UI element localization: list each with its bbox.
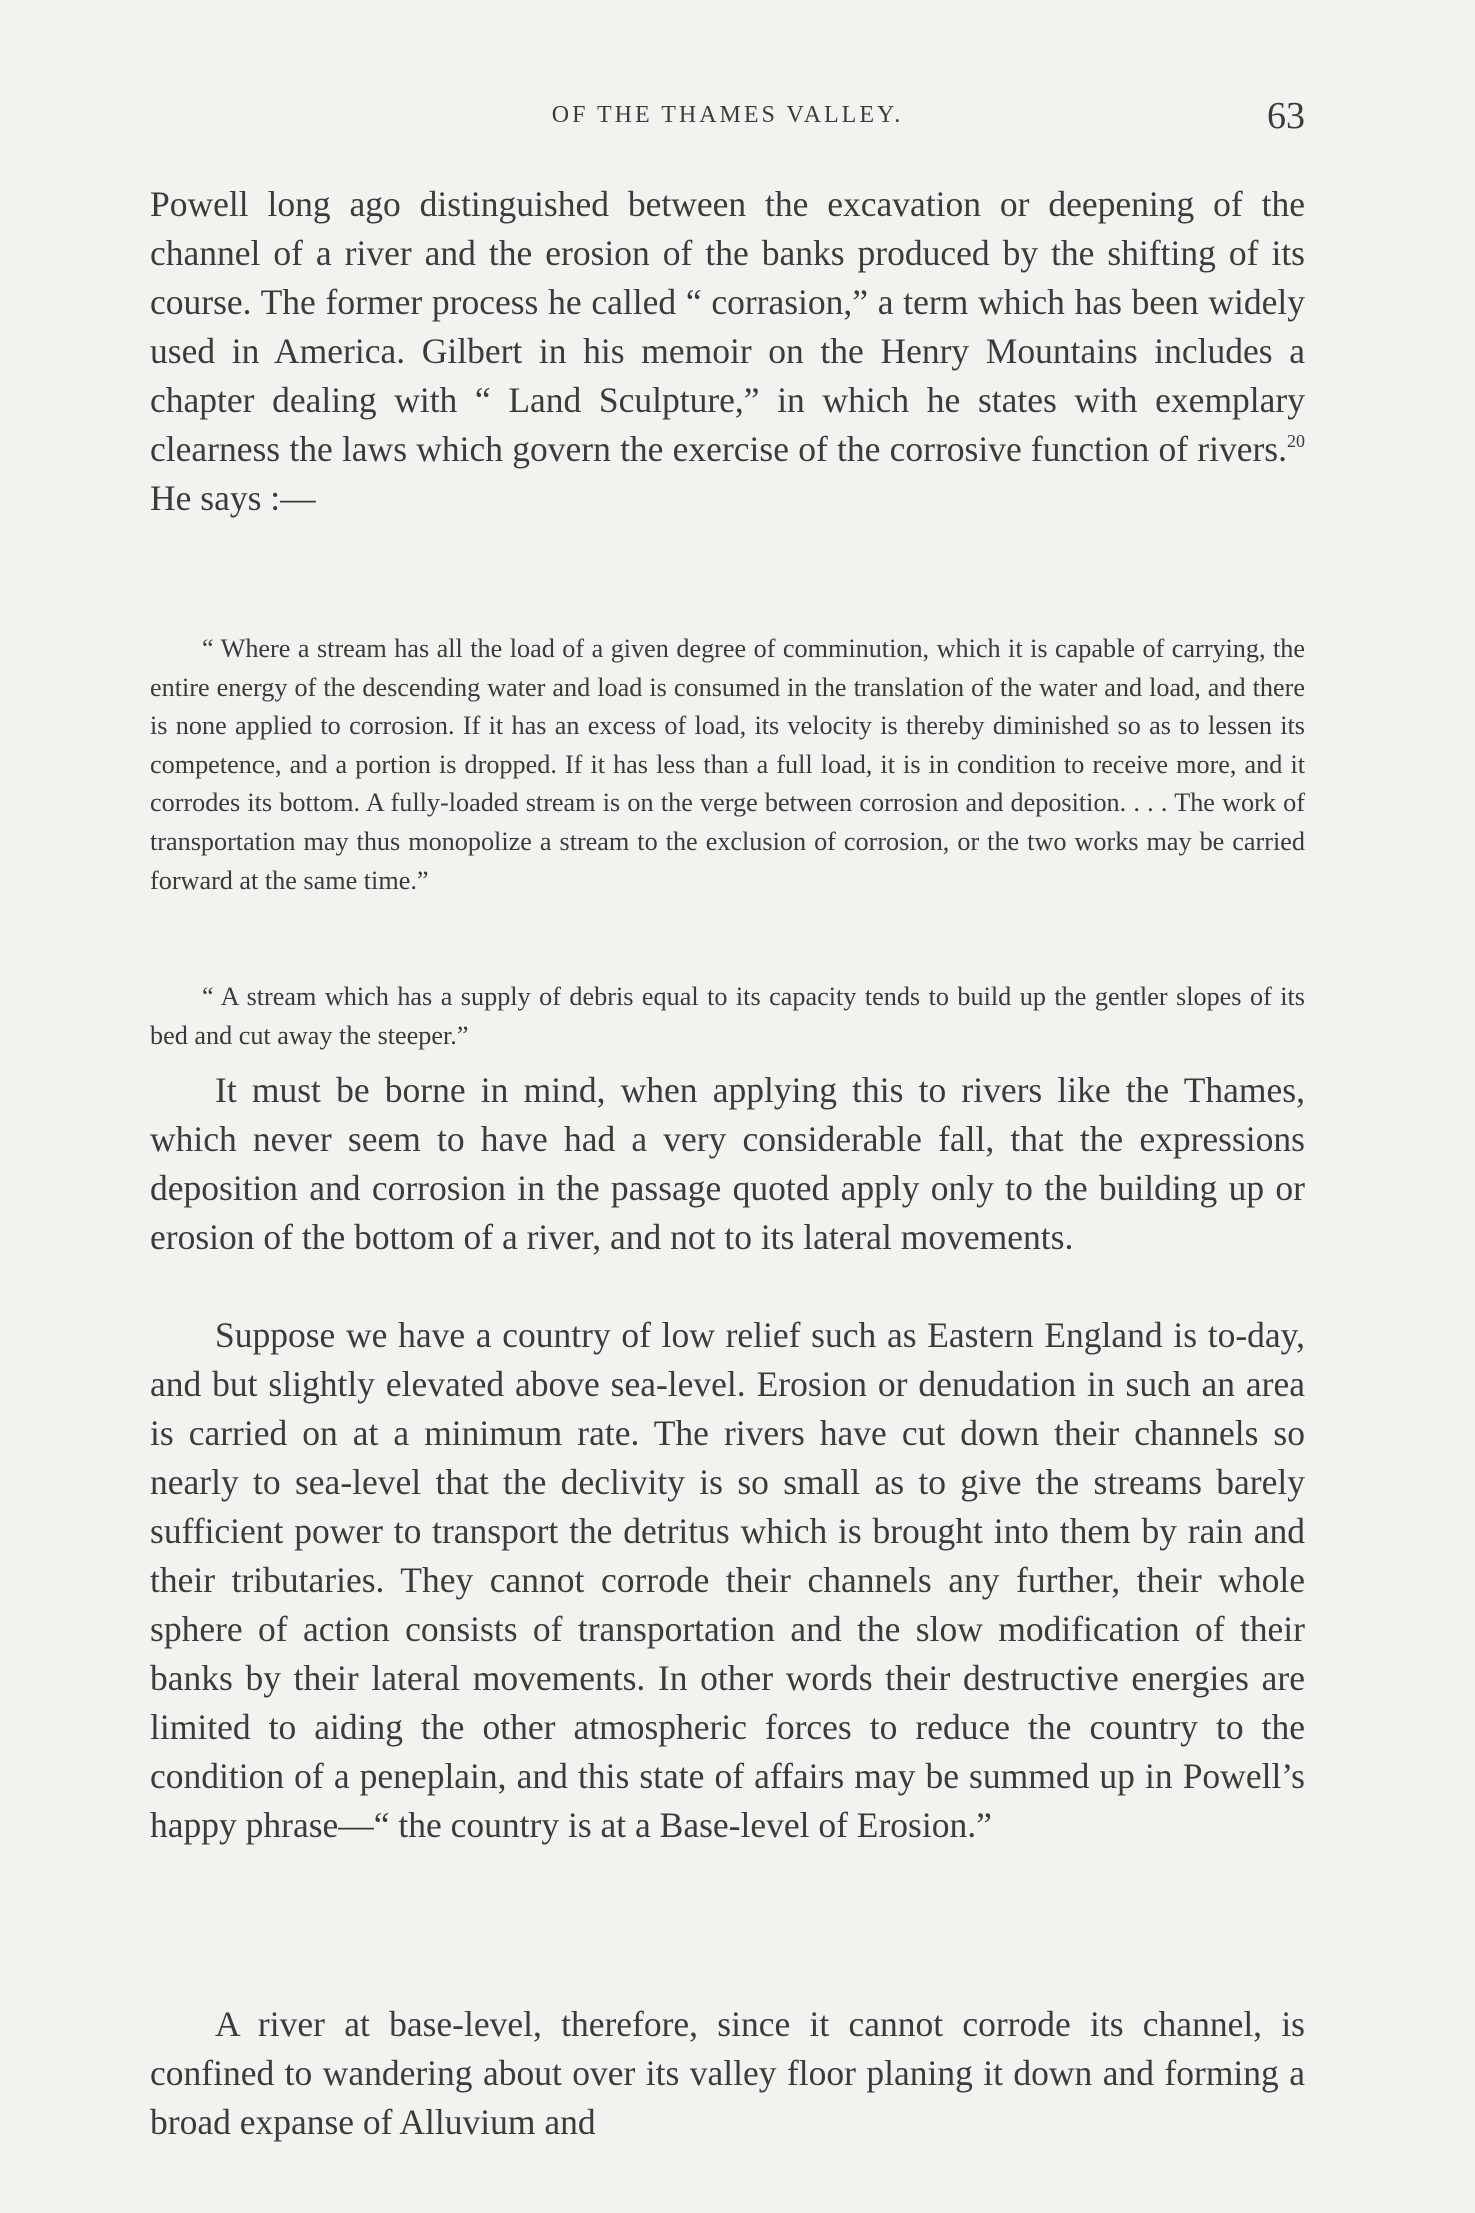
running-head bbox=[150, 95, 1305, 140]
paragraph-powell-gilbert bbox=[150, 180, 1305, 523]
footnote-reference: 20 bbox=[1287, 431, 1305, 451]
paragraph-text-continued: He says :— bbox=[150, 478, 316, 518]
block-quote-gilbert-slopes: “ A stream which has a supply of debris equal to its capacity tends to build up the gentler slopes of its bed and cut away the steeper.” bbox=[150, 982, 1305, 1050]
paragraph-text: Powell long ago distinguished between the excavation or deepening of the channel of a river and the erosion of the banks produced by the shifting of its course. The former process he called “ corrasion,” a term which has been widely used in America. Gilbert in his memoir on the Henry Mountains includes a chapter dealing with “ Land Sculpture,” in which he states with exemplary clearness the laws which govern the exercise of the corrosive function of rivers. bbox=[150, 184, 1305, 469]
paragraph-river-at-base-level: A river at base-level, therefore, since it cannot corrode its channel, is confined to wandering about over its valley floor planing it down and forming a broad expanse of Alluvium and bbox=[150, 2004, 1305, 2142]
block-quote-gilbert-load: “ Where a stream has all the load of a given degree of comminution, which it is capable of carrying, the entire energy of the descending water and load is consumed in the translation of the water and load, and there is none applied to corrosion. If it has an excess of load, its velocity is thereby diminished so as to lessen its competence, and a portion is dropped. If it has less than a full load, it is in condition to receive more, and it corrodes its bottom. A fully-loaded stream is on the verge between corrosion and deposition. . . . The work of transportation may thus monopolize a stream to the exclusion of corrosion, or the two works may be carried forward at the same time.” bbox=[150, 634, 1305, 895]
paragraph-base-level: Suppose we have a country of low relief such as Eastern England is to-day, and but slightly elevated above sea-level. Erosion or denudation in such an area is carried on at a minimum rate. The rivers have cut down their channels so nearly to sea-level that the declivity is so small as to give the streams barely sufficient power to transport the detritus which is brought into them by rain and their tributaries. They cannot corrode their channels any further, their whole sphere of action consists of transportation and the slow modification of their banks by their lateral movements. In other words their destructive energies are limited to aiding the other atmospheric forces to reduce the country to the condition of a peneplain, and this state of affairs may be summed up in Powell’s happy phrase—“ the country is at a Base-level of Erosion.” bbox=[150, 1315, 1305, 1845]
page-number: 63 bbox=[1267, 95, 1305, 137]
paragraph-thames-fall: It must be borne in mind, when applying this to rivers like the Thames, which never seem to have had a very considerable fall, that the expressions deposition and corrosion in the passage quoted apply only to the building up or erosion of the bottom of a river, and not to its lateral movements. bbox=[150, 1070, 1305, 1257]
running-title: OF THE THAMES VALLEY. bbox=[551, 102, 904, 128]
